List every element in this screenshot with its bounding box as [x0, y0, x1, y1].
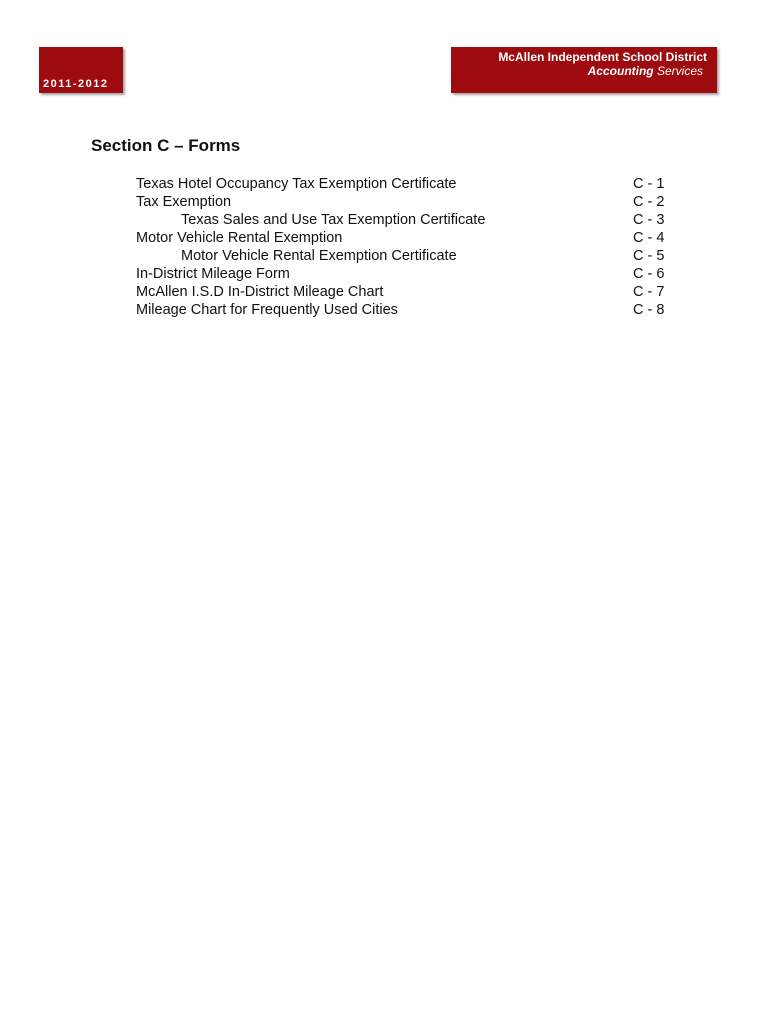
toc-row	[136, 283, 676, 301]
toc-row	[136, 211, 676, 229]
toc-entry-label: Motor Vehicle Rental Exemption	[136, 230, 343, 246]
toc-entry-label: Motor Vehicle Rental Exemption Certificate	[181, 248, 457, 264]
toc-entry-label: Texas Hotel Occupancy Tax Exemption Certificate	[136, 176, 457, 192]
toc-entry-page: C - 2	[633, 194, 665, 210]
toc-entry-label: Texas Sales and Use Tax Exemption Certificate	[181, 212, 486, 228]
department-name-rest: Services	[656, 64, 703, 78]
department-name-bold: Accounting	[587, 64, 654, 78]
toc-entry-page: C - 5	[633, 248, 665, 264]
toc-row	[136, 301, 676, 319]
toc-entry-page: C - 7	[633, 284, 665, 300]
toc-entry-page: C - 3	[633, 212, 665, 228]
toc-entry-label: Tax Exemption	[136, 194, 232, 210]
toc-entry-label: McAllen I.S.D In-District Mileage Chart	[136, 284, 384, 300]
header-district-block	[451, 47, 717, 93]
toc-row	[136, 175, 676, 193]
toc-entry-page: C - 8	[633, 302, 665, 318]
toc-row	[136, 229, 676, 247]
table-of-contents	[136, 175, 676, 319]
department-name	[588, 64, 703, 78]
district-name: McAllen Independent School District	[498, 50, 707, 64]
toc-entry-page: C - 6	[633, 266, 665, 282]
header-year-block	[39, 47, 123, 93]
toc-entry-page: C - 1	[633, 176, 665, 192]
school-year: 2011-2012	[43, 78, 109, 90]
toc-row	[136, 247, 676, 265]
section-title: Section C – Forms	[91, 136, 241, 155]
toc-row	[136, 193, 676, 211]
toc-row	[136, 265, 676, 283]
toc-entry-page: C - 4	[633, 230, 665, 246]
toc-entry-label: Mileage Chart for Frequently Used Cities	[136, 302, 398, 318]
toc-entry-label: In-District Mileage Form	[136, 266, 290, 282]
